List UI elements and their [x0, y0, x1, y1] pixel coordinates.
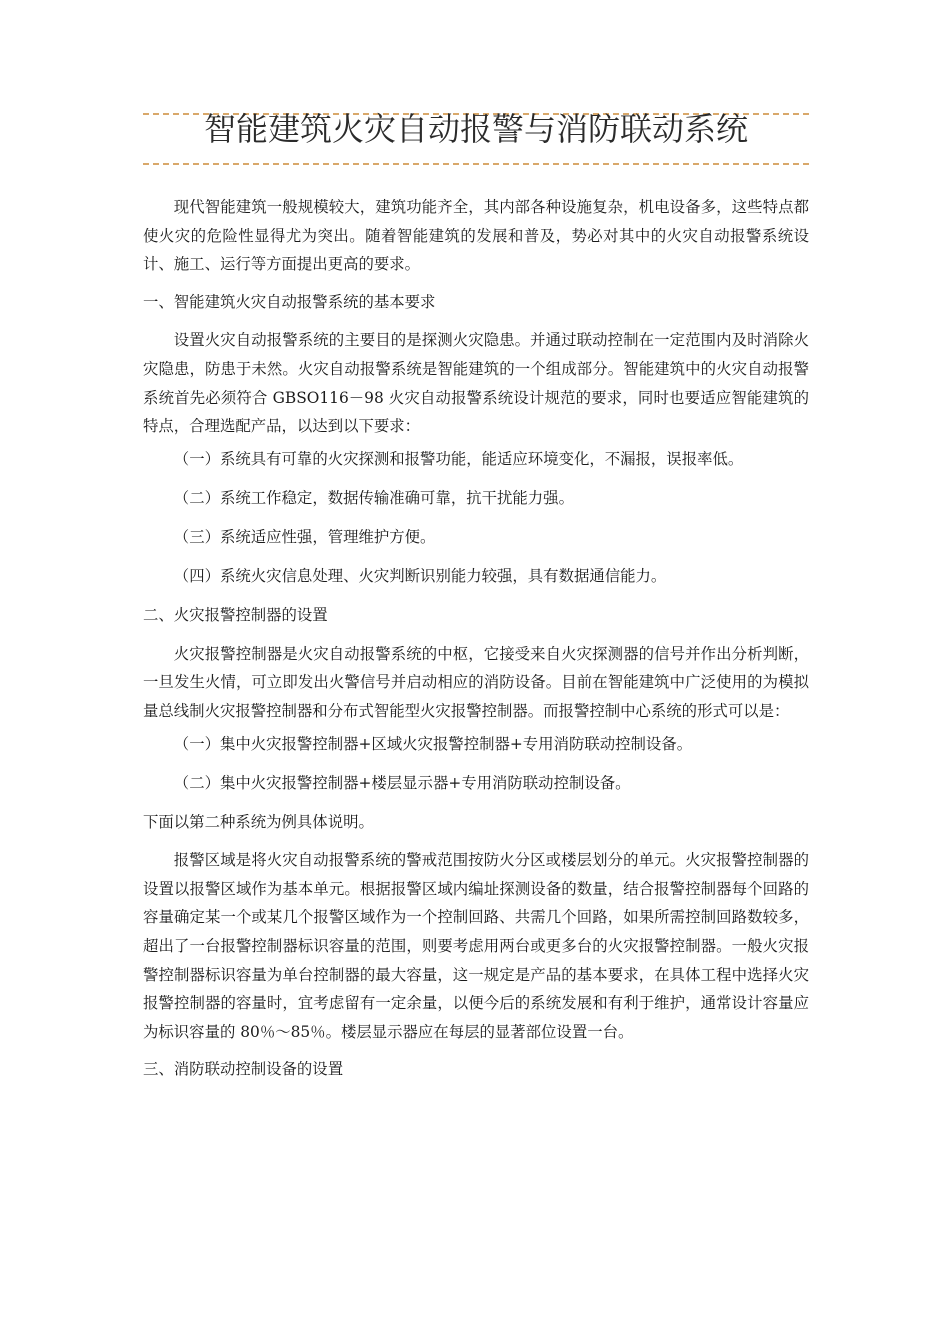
- section-1-item-3: （三）系统适应性强，管理维护方便。: [173, 527, 436, 546]
- section-1-heading: 一、智能建筑火灾自动报警系统的基本要求: [143, 292, 436, 311]
- section-2-item-2: （二）集中火灾报警控制器+楼层显示器+专用消防联动控制设备。: [173, 773, 631, 792]
- section-2-heading: 二、火灾报警控制器的设置: [143, 606, 328, 625]
- section-1-item-2: （二）系统工作稳定，数据传输准确可靠，抗干扰能力强。: [173, 488, 574, 507]
- section-2-item-1: （一）集中火灾报警控制器+区域火灾报警控制器+专用消防联动控制设备。: [173, 734, 693, 753]
- section-2-note: 下面以第二种系统为例具体说明。: [143, 812, 374, 831]
- section-1-item-4: （四）系统火灾信息处理、火灾判断识别能力较强，具有数据通信能力。: [173, 567, 667, 586]
- document-body: [143, 193, 809, 1094]
- section-1-item-1: （一）系统具有可靠的火灾探测和报警功能，能适应环境变化，不漏报，误报率低。: [173, 449, 744, 468]
- section-2-paragraph-2: 报警区域是将火灾自动报警系统的警戒范围按防火分区或楼层划分的单元。火灾报警控制器的设置以报警区域作为基本单元。根据报警区域内编址探测设备的数量，结合报警控制器每个回路的容量确定某一个或某几个报警区域作为一个控制回路、共需几个回路，如果所需控制回路数较多，超出了一台报警控制器标识容量的范围，则要考虑用两台或更多台的火灾报警控制器。一般火灾报警控制器标识容量为单台控制器的最大容量，这一规定是产品的基本要求，在具体工程中选择火灾报警控制器的容量时，宜考虑留有一定余量，以便今后的系统发展和有利于维护，通常设计容量应为标识容量的 80％～85％。楼层显示器应在每层的显著部位设置一台。: [143, 851, 809, 1041]
- section-1-paragraph: 设置火灾自动报警系统的主要目的是探测火灾隐患。并通过联动控制在一定范围内及时消除火灾隐患，防患于未然。火灾自动报警系统是智能建筑的一个组成部分。智能建筑中的火灾自动报警系统首先必须符合 GBSO116－98 火灾自动报警系统设计规范的要求，同时也要适应智能建筑的特点，合理选配产品，以达到以下要求：: [143, 331, 809, 436]
- section-2-paragraph: 火灾报警控制器是火灾自动报警系统的中枢，它接受来自火灾探测器的信号并作出分析判断，一旦发生火情，可立即发出火警信号并启动相应的消防设备。目前在智能建筑中广泛使用的为模拟量总线制火灾报警控制器和分布式智能型火灾报警控制器。而报警控制中心系统的形式可以是：: [143, 644, 809, 720]
- title-bottom-rule: [143, 163, 809, 165]
- document-title: 智能建筑火灾自动报警与消防联动系统: [203, 110, 748, 148]
- intro-paragraph: 现代智能建筑一般规模较大，建筑功能齐全，其内部各种设施复杂，机电设备多，这些特点都使火灾的危险性显得尤为突出。随着智能建筑的发展和普及，势必对其中的火灾自动报警系统设计、施工、运行等方面提出更高的要求。: [143, 198, 809, 274]
- section-3-heading: 三、消防联动控制设备的设置: [143, 1060, 344, 1079]
